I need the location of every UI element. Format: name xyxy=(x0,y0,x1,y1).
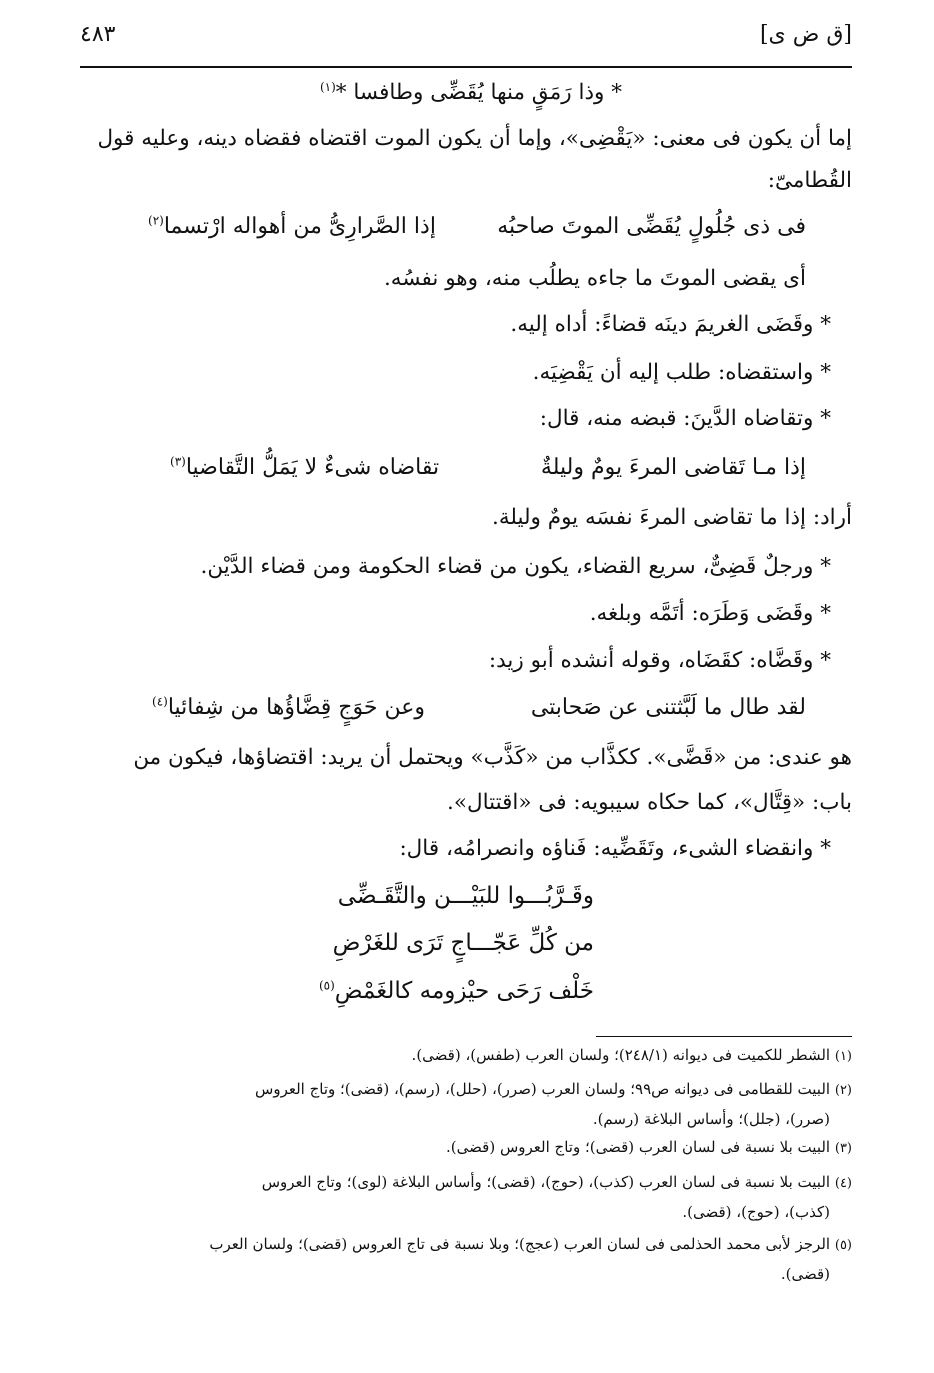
verse-hemistich-second xyxy=(152,694,425,720)
footnote xyxy=(446,1140,852,1155)
footnote-text: الرجز لأبى محمد الحذلمى فى لسان العرب (عجج)؛ وبلا نسبة فى تاج العروس (قضى)؛ ولسان العرب xyxy=(209,1235,831,1253)
footnote-number: (٢) xyxy=(834,1083,852,1098)
footnote-continuation: (صرر)، (جلل)؛ وأساس البلاغة (رسم). xyxy=(592,1110,830,1128)
header-rule xyxy=(80,66,852,68)
verse-hemistich-second-text: إذا الصَّرارِىُّ من أهواله ارْتسما xyxy=(163,214,436,239)
verse-hemistich-first: فى ذى جُلُولٍ يُقَضِّى الموتَ صاحبُه xyxy=(497,214,806,239)
footnote-continuation: (قضى). xyxy=(780,1265,830,1283)
footnote-ref-2: (٢) xyxy=(148,213,164,228)
verse-fragment-text: * وذا رَمَقٍ منها يُقَضِّى وطافسا * xyxy=(335,80,622,105)
rajaz-line xyxy=(319,980,594,1003)
footnote-number: (٣) xyxy=(834,1141,852,1156)
verse-hemistich-first: إذا مـا تَقاضى المرءَ يومٌ وليلةٌ xyxy=(540,455,806,480)
footnote-continuation: (كذب)، (حوج)، (قضى). xyxy=(682,1203,830,1221)
rajaz-line: وقَـرَّبُـــوا للبَيْـــن والتَّقَـضِّى xyxy=(337,883,594,909)
footnote xyxy=(262,1175,852,1190)
footnote-ref-1: (١) xyxy=(319,79,336,94)
footnote-ref-4: (٤) xyxy=(152,694,168,709)
verse-hemistich-second xyxy=(148,213,436,239)
footnote-text: البيت بلا نسبة فى لسان العرب (كذب)، (حوج)، (قضى)؛ وأساس البلاغة (لوى)؛ وتاج العروس xyxy=(261,1173,831,1191)
rajaz-line: من كُلِّ عَجّـــاجٍ تَرَى للغَرْضِ xyxy=(332,930,594,956)
footnote-text: البيت للقطامى فى ديوانه ص٩٩؛ ولسان العرب (صرر)، (حلل)، (رسم)، (قضى)؛ وتاج العروس xyxy=(255,1080,831,1098)
footnote-ref-5: (٥) xyxy=(318,978,335,993)
verse-hemistich-second xyxy=(170,454,440,480)
footnote-number: (٥) xyxy=(834,1238,852,1253)
footnote xyxy=(255,1082,852,1097)
body-line: باب: «قِتَّال»، كما حكاه سيبويه: فى «اقتتال». xyxy=(447,790,852,815)
body-line: * وقَضَى الغريمَ دينَه قضاءً: أداه إليه. xyxy=(510,312,831,337)
body-line: القُطامىّ: xyxy=(767,168,852,193)
footnote-number: (١) xyxy=(834,1049,852,1064)
body-line: أراد: إذا ما تقاضى المرءَ نفسَه يومٌ وليلة. xyxy=(492,505,852,530)
footnote-ref-3: (٣) xyxy=(170,454,186,469)
body-line: * وانقضاء الشىء، وتَقَضِّيه: فَناؤه وانصرامُه، قال: xyxy=(399,836,831,861)
rajaz-line-text: خَلْف رَحَى حيْزومه كالغَمْضِ xyxy=(334,978,594,1004)
footnote xyxy=(209,1237,852,1252)
verse-hemistich-second-text: وعن حَوَجٍ قِضَّاؤُها من شِفائيا xyxy=(167,695,425,720)
body-line: إما أن يكون فى معنى: «يَقْضِى»، وإما أن يكون الموت اقتضاه فقضاه دينه، وعليه قول xyxy=(97,126,852,151)
verse-hemistich-second-text: تقاضاه شىءٌ لا يَمَلُّ التَّقاضيا xyxy=(185,455,440,480)
verse-hemistich-first: لقد طال ما لَبَّثتنى عن صَحابتى xyxy=(530,695,806,720)
body-line: هو عندى: من «قَضَّى». ككذَّاب من «كَذَّب» ويحتمل أن يريد: اقتضاؤها، فيكون من xyxy=(133,745,852,770)
body-line: أى يقضى الموتَ ما جاءه يطلُب منه، وهو نفسُه. xyxy=(383,266,806,291)
footnote-text: البيت بلا نسبة فى لسان العرب (قضى)؛ وتاج العروس (قضى). xyxy=(446,1138,831,1156)
footnote xyxy=(412,1048,852,1063)
body-line: * وتقاضاه الدَّينَ: قبضه منه، قال: xyxy=(539,406,831,431)
footnote-number: (٤) xyxy=(834,1176,852,1191)
body-line: * واستقضاه: طلب إليه أن يَقْضِيَه. xyxy=(532,360,831,385)
body-line: * وقَضَّاه: كقَضَاه، وقوله أنشده أبو زيد: xyxy=(488,648,831,673)
body-line: * وقَضَى وَطَرَه: أتَمَّه وبلغه. xyxy=(589,601,831,626)
verse-fragment xyxy=(319,79,622,105)
body-line: * ورجلٌ قَضِىٌّ، سريع القضاء، يكون من قضاء الحكومة ومن قضاء الدَّيْن. xyxy=(200,554,831,579)
page-number: ٤٨٣ xyxy=(80,22,116,47)
running-head-root: [ق ض ى] xyxy=(759,22,852,47)
footnote-text: الشطر للكميت فى ديوانه (٢٤٨/١)؛ ولسان العرب (طفس)، (قضى). xyxy=(411,1046,831,1064)
footnote-rule xyxy=(596,1036,852,1037)
